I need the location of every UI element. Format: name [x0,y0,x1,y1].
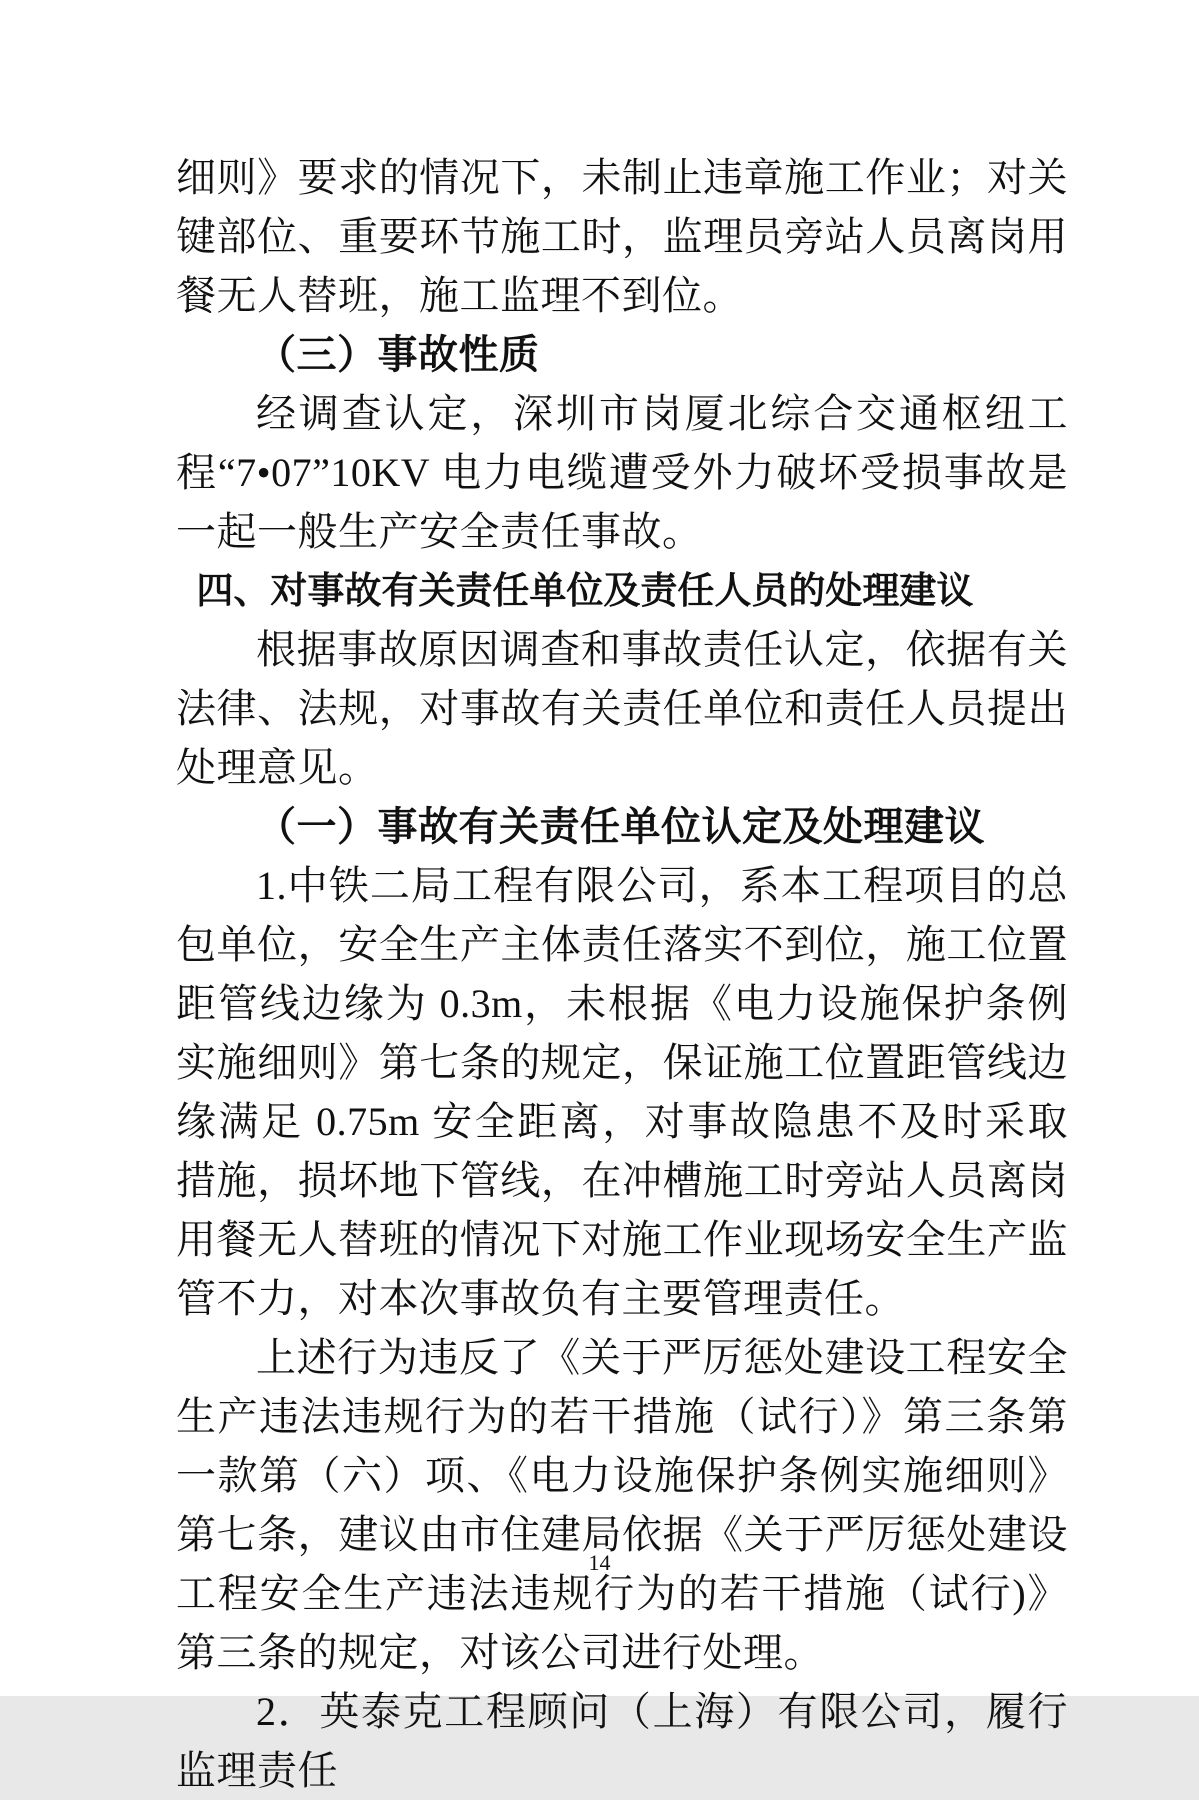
paragraph-unit-one-crec: 1.中铁二局工程有限公司，系本工程项目的总包单位，安全生产主体责任落实不到位，施工位置距管线边缘为 0.3m，未根据《电力设施保护条例实施细则》第七条的规定，保证施工位置距管线边缘满足 0.75m 安全距离，对事故隐患不及时采取措施，损坏地下管线，在冲槽施工时旁站人员离岗用餐无人替班的情况下对施工作业现场安全生产监管不力，对本次事故负有主要管理责任。 [176,863,1068,1321]
paragraph-supervision-continuation: 细则》要求的情况下，未制止违章施工作业；对关键部位、重要环节施工时，监理员旁站人员离岗用餐无人替班，施工监理不到位。 [176,155,1068,318]
page-number: 14 [588,1550,611,1575]
paragraph-accident-nature: 经调查认定，深圳市岗厦北综合交通枢纽工程“7•07”10KV 电力电缆遭受外力破坏受损事故是一起一般生产安全责任事故。 [176,391,1068,554]
heading-responsible-units: （一）事故有关责任单位认定及处理建议 [256,804,985,849]
paragraph-unit-two-intec: 2．英泰克工程顾问（上海）有限公司，履行监理责任 [176,1689,1068,1793]
heading-section-four: 四、对事故有关责任单位及责任人员的处理建议 [196,570,974,611]
paragraph-section-four-intro: 根据事故原因调查和事故责任认定，依据有关法律、法规，对事故有关责任单位和责任人员提出处理意见。 [176,627,1068,790]
paragraph-violation-basis: 上述行为违反了《关于严厉惩处建设工程安全生产违法违规行为的若干措施（试行）》第三条第一款第（六）项、《电力设施保护条例实施细则》第七条，建议由市住建局依据《关于严厉惩处建设工程安全生产违法违规行为的若干措施（试行)》第三条的规定，对该公司进行处理。 [176,1335,1068,1675]
heading-accident-nature: （三）事故性质 [256,332,540,377]
